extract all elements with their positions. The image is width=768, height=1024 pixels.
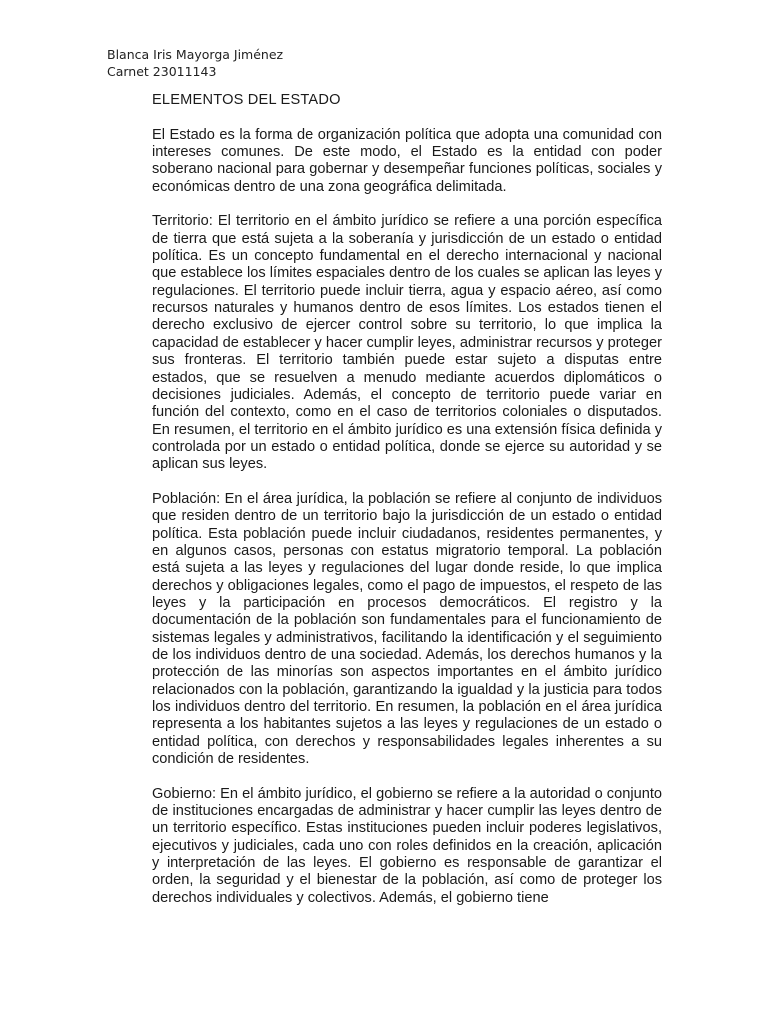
paragraph-territorio: Territorio: El territorio en el ámbito jurídico se refiere a una porción específica de tierra que está sujeta a la soberanía y jurisdicción de un estado o entidad política. Es un concepto fundamental en el derecho internacional y nacional que establece los límites espaciales dentro de los cuales se aplican las leyes y regulaciones. El territorio puede incluir tierra, agua y espacio aéreo, así como recursos naturales y humanos dentro de esos límites. Los estados tienen el derecho exclusivo de ejercer control sobre su territorio, lo que implica la capacidad de establecer y hacer cumplir leyes, administrar recursos y proteger sus fronteras. El territorio también puede estar sujeto a disputas entre estados, que se resuelven a menudo mediante acuerdos diplomáticos o decisiones judiciales. Además, el concepto de territorio puede variar en función del contexto, como en el caso de territorios coloniales o disputados. En resumen, el territorio en el ámbito jurídico es una extensión física definida y controlada por un estado o entidad política, donde se ejerce su autoridad y se aplican sus leyes. <box>152 213 662 473</box>
student-carnet: Carnet 23011143 <box>107 64 217 79</box>
document-title: ELEMENTOS DEL ESTADO <box>152 92 341 108</box>
author-name: Blanca Iris Mayorga Jiménez <box>107 47 284 62</box>
paragraph-poblacion: Población: En el área jurídica, la población se refiere al conjunto de individuos que residen dentro de un territorio bajo la jurisdicción de un estado o entidad política. Esta población puede incluir ciudadanos, residentes permanentes, y en algunos casos, personas con estatus migratorio temporal. La población está sujeta a las leyes y regulaciones del lugar donde reside, lo que implica derechos y obligaciones legales, como el pago de impuestos, el respeto de las leyes y la participación en procesos democráticos. El registro y la documentación de la población son fundamentales para el funcionamiento de sistemas legales y administrativos, facilitando la identificación y el seguimiento de los individuos dentro de una sociedad. Además, los derechos humanos y la protección de las minorías son aspectos importantes en el ámbito jurídico relacionados con la población, garantizando la igualdad y la justicia para todos los individuos dentro del territorio. En resumen, la población en el área jurídica representa a los habitantes sujetos a las leyes y regulaciones de un estado o entidad política, con derechos y responsabilidades legales inherentes a su condición de residentes. <box>152 490 662 768</box>
author-header <box>107 46 283 80</box>
document-body <box>152 92 662 925</box>
paragraph-intro: El Estado es la forma de organización política que adopta una comunidad con intereses comunes. De este modo, el Estado es la entidad con poder soberano nacional para gobernar y desempeñar funciones políticas, sociales y económicas dentro de una zona geográfica delimitada. <box>152 126 662 195</box>
paragraph-gobierno: Gobierno: En el ámbito jurídico, el gobierno se refiere a la autoridad o conjunto de instituciones encargadas de administrar y hacer cumplir las leyes dentro de un territorio específico. Estas instituciones pueden incluir poderes legislativos, ejecutivos y judiciales, cada uno con roles definidos en la creación, aplicación y interpretación de las leyes. El gobierno es responsable de garantizar el orden, la seguridad y el bienestar de la población, así como de proteger los derechos individuales y colectivos. Además, el gobierno tiene <box>152 785 662 906</box>
